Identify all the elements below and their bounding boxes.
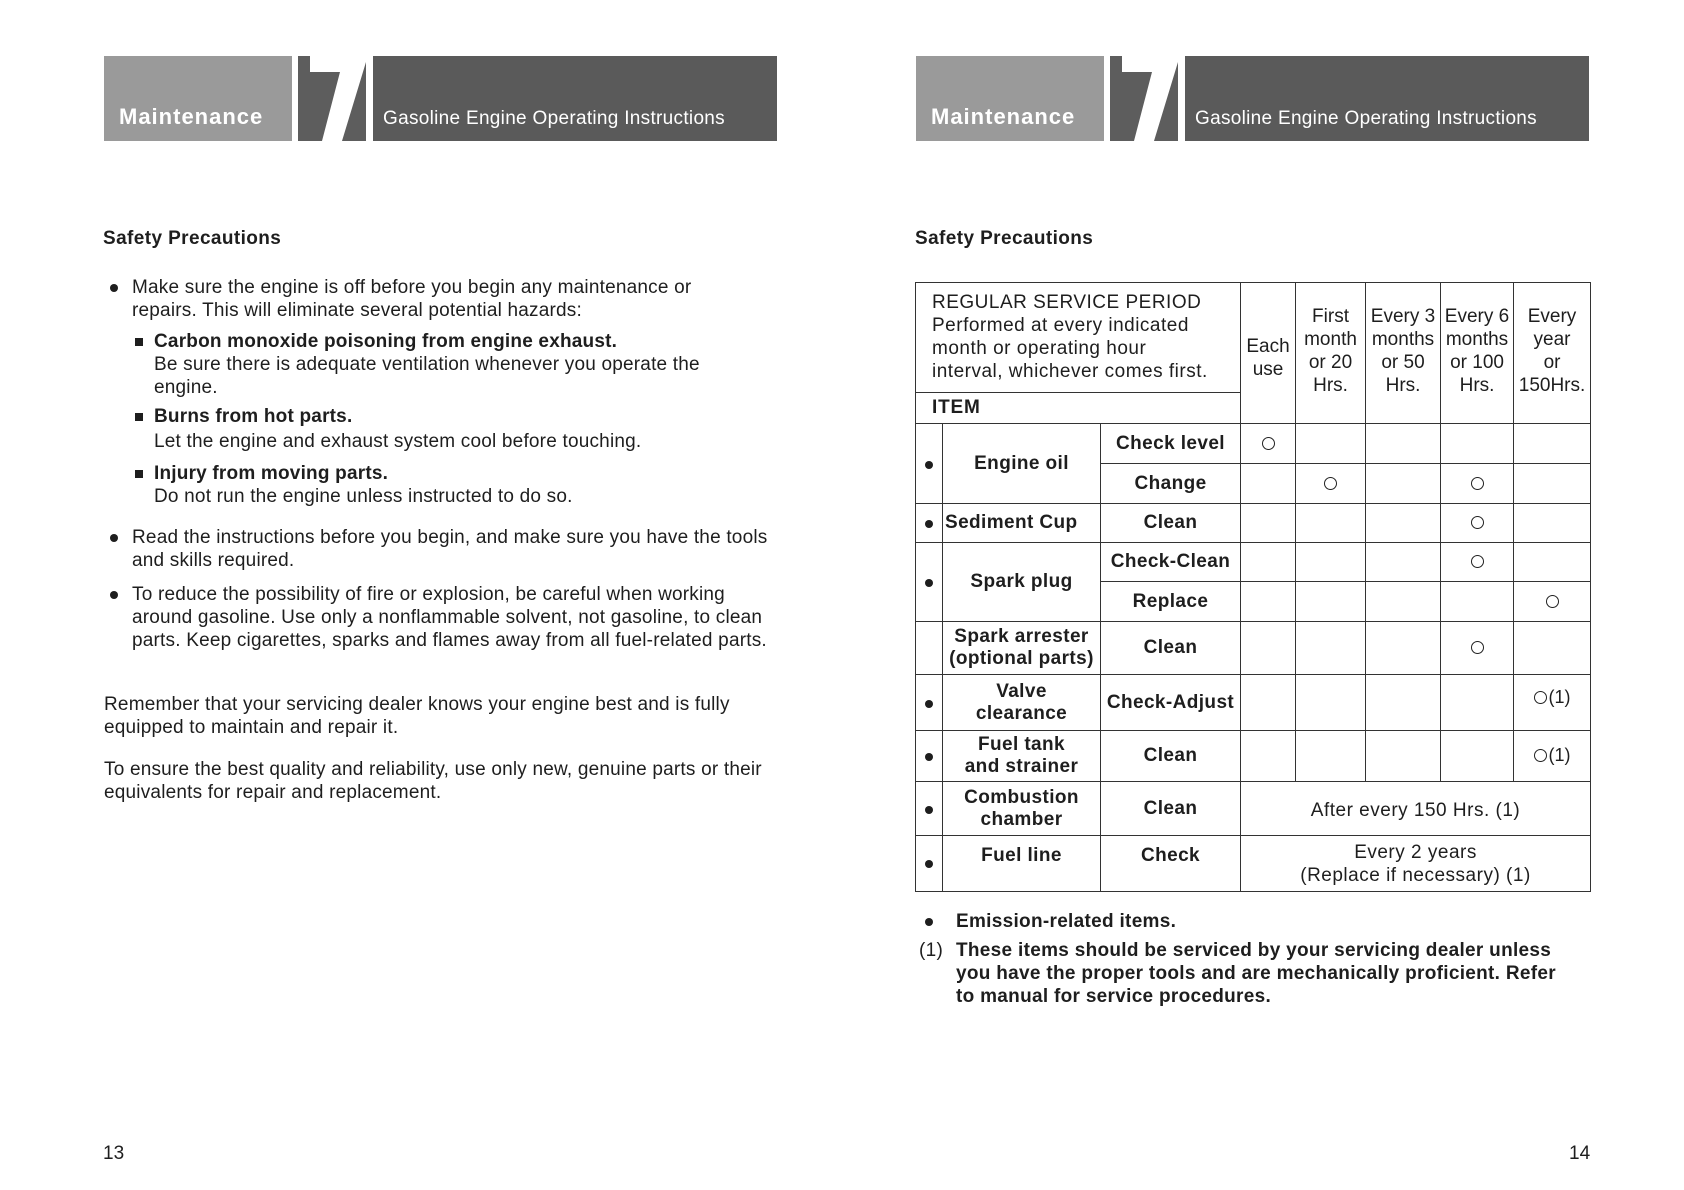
item-name-line: clearance (975, 702, 1068, 724)
sub-item-desc: Let the engine and exhaust system cool before touching. (154, 431, 642, 452)
column-header-line: 150Hrs. (1518, 375, 1586, 396)
header-section-label: Maintenance (916, 56, 1104, 141)
square-bullet (135, 470, 143, 478)
action: Clean (1101, 782, 1241, 836)
sub-item-head: Burns from hot parts. (154, 406, 353, 427)
bullet-dot (110, 284, 118, 292)
service-period-header (916, 283, 1241, 393)
item-column-header: ITEM (916, 393, 1241, 424)
column-header-line: or 20 (1308, 352, 1353, 373)
item-name (943, 782, 1101, 836)
item-name (943, 622, 1101, 675)
table-row (916, 543, 1591, 582)
table-row (916, 782, 1591, 836)
item-name: Spark plug (943, 543, 1101, 622)
table-row (916, 675, 1591, 731)
column-header-line: First (1312, 306, 1349, 327)
interval-note: After every 150 Hrs. (1) (1241, 782, 1591, 836)
mark-cell (1296, 464, 1366, 504)
period-title: REGULAR SERVICE PERIOD (932, 292, 1202, 313)
action: Clean (1101, 504, 1241, 543)
mark-cell (1514, 582, 1591, 622)
column-header-first-month (1296, 283, 1366, 424)
interval-note (1241, 836, 1591, 892)
interval-note-line: Every 2 years (1354, 841, 1477, 863)
circle-mark-icon (1534, 749, 1547, 762)
action: Replace (1101, 582, 1241, 622)
emission-bullet (916, 543, 943, 622)
header-title: Gasoline Engine Operating Instructions (1185, 56, 1589, 141)
item-name-line: Valve (996, 680, 1047, 702)
right-page (842, 0, 1684, 1190)
emission-bullet (916, 424, 943, 504)
mark-cell (1441, 543, 1514, 582)
sub-item (133, 405, 773, 453)
circle-mark-icon (1534, 691, 1547, 704)
footnote-ref: (1) (1548, 745, 1571, 766)
item-name-line: Fuel tank (977, 734, 1065, 755)
table-row (916, 504, 1591, 543)
sub-item (133, 330, 773, 399)
column-header-every-year (1514, 283, 1591, 424)
column-header-line: or 50 (1381, 352, 1425, 373)
bullet-text: Make sure the engine is off before you begin any maintenance or repairs. This will eliminate several potential hazards: (132, 277, 692, 321)
circle-mark-icon (1546, 595, 1559, 608)
footnote-marker: (1) (919, 940, 944, 961)
mark-cell (1441, 622, 1514, 675)
column-header-line: Every 3 (1370, 306, 1436, 327)
column-header-every-6-months (1441, 283, 1514, 424)
sub-item-desc: Be sure there is adequate ventilation whenever you operate the engine. (154, 354, 700, 398)
emission-note-text: Emission-related items. (956, 911, 1177, 932)
column-header-every-3-months (1366, 283, 1441, 424)
interval-note-line: (Replace if necessary) (1) (1300, 864, 1531, 886)
circle-mark-icon (1471, 516, 1484, 529)
mark-cell (1514, 731, 1591, 782)
section-heading: Safety Precautions (915, 228, 1094, 249)
header-title: Gasoline Engine Operating Instructions (373, 56, 777, 141)
item-name-line: Combustion (964, 786, 1079, 808)
column-header-line: Every (1527, 306, 1577, 327)
item-name (943, 675, 1101, 731)
paragraph: To ensure the best quality and reliability, use only new, genuine parts or their equivalents for repair and replacement. (104, 759, 762, 803)
action: Check-Clean (1101, 543, 1241, 582)
emission-bullet (916, 782, 943, 836)
period-desc: month or operating hour (932, 338, 1147, 359)
emission-bullet (916, 836, 943, 892)
bullet-text: To reduce the possibility of fire or explosion, be careful when working around gasoline. Use only a nonflammable solvent, not gasoline, to clean parts. Keep cigarettes, sparks and flames away from all fuel-related parts. (132, 584, 767, 651)
section-heading: Safety Precautions (103, 228, 282, 249)
table-row (916, 836, 1591, 892)
action: Clean (1101, 731, 1241, 782)
column-header-line: months (1371, 329, 1435, 350)
circle-mark-icon (1471, 555, 1484, 568)
dealer-note-text: These items should be serviced by your servicing dealer unless you have the proper tools and are mechanically proficient. Refer to manual for service procedures. (956, 940, 1556, 1007)
column-header-line: or (1543, 352, 1561, 373)
mark-cell (1441, 464, 1514, 504)
sub-item (133, 462, 773, 508)
item-name-line: chamber (980, 808, 1063, 830)
page-number: 13 (103, 1143, 125, 1164)
period-desc: interval, whichever comes first. (932, 361, 1208, 382)
sub-item-desc: Do not run the engine unless instructed to do so. (154, 486, 573, 507)
chapter-number-graphic (298, 56, 366, 141)
table-row (916, 622, 1591, 675)
action: Check level (1101, 424, 1241, 464)
footnote-ref: (1) (1548, 687, 1571, 708)
mark-cell (1241, 424, 1296, 464)
bullet-text: Read the instructions before you begin, and make sure you have the tools and skills required. (132, 527, 768, 571)
service-schedule-table (915, 282, 1591, 892)
column-header-line: or 100 (1450, 352, 1504, 373)
bullet-dot (925, 918, 933, 926)
sub-item-head: Injury from moving parts. (154, 463, 389, 484)
table-row (916, 424, 1591, 464)
header-section-label: Maintenance (104, 56, 292, 141)
square-bullet (135, 413, 143, 421)
emission-bullet (916, 675, 943, 731)
item-name-line: and strainer (964, 756, 1079, 777)
item-name-line: (optional parts) (949, 648, 1094, 669)
column-header-line: Hrs. (1313, 375, 1348, 396)
circle-mark-icon (1262, 437, 1275, 450)
item-name (943, 731, 1101, 782)
sub-item-head: Carbon monoxide poisoning from engine exhaust. (154, 331, 618, 352)
column-header-line: Every 6 (1444, 306, 1510, 327)
action: Clean (1101, 622, 1241, 675)
circle-mark-icon (1324, 477, 1337, 490)
column-header-line: Hrs. (1385, 375, 1421, 396)
column-header-line: Each (1246, 336, 1290, 357)
column-header-line: year (1533, 329, 1571, 350)
chapter-number-graphic (1110, 56, 1178, 141)
mark-cell (1514, 675, 1591, 731)
action: Change (1101, 464, 1241, 504)
bullet-dot (110, 591, 118, 599)
emission-bullet (916, 504, 943, 543)
bullet-item (103, 526, 783, 572)
page-number: 14 (1569, 1143, 1591, 1164)
table-row (916, 731, 1591, 782)
action: Check (1101, 836, 1241, 892)
item-name: Sediment Cup (943, 504, 1101, 543)
bullet-dot (110, 534, 118, 542)
paragraph: Remember that your servicing dealer knows your engine best and is fully equipped to maintain and repair it. (104, 694, 730, 738)
empty-bullet-cell (916, 622, 943, 675)
circle-mark-icon (1471, 477, 1484, 490)
dealer-note (916, 939, 1556, 1008)
item-name: Engine oil (943, 424, 1101, 504)
emission-bullet (916, 731, 943, 782)
square-bullet (135, 338, 143, 346)
column-header-line: use (1252, 359, 1284, 380)
circle-mark-icon (1471, 641, 1484, 654)
bullet-item (103, 276, 783, 322)
column-header-each-use (1241, 283, 1296, 424)
bullet-item (103, 583, 783, 652)
action: Check-Adjust (1101, 675, 1241, 731)
column-header-line: month (1304, 329, 1357, 350)
column-header-line: Hrs. (1459, 375, 1495, 396)
mark-cell (1441, 504, 1514, 543)
item-name-line: Spark arrester (954, 626, 1089, 647)
period-desc: Performed at every indicated (932, 315, 1189, 336)
item-name: Fuel line (943, 836, 1101, 892)
column-header-line: months (1445, 329, 1509, 350)
